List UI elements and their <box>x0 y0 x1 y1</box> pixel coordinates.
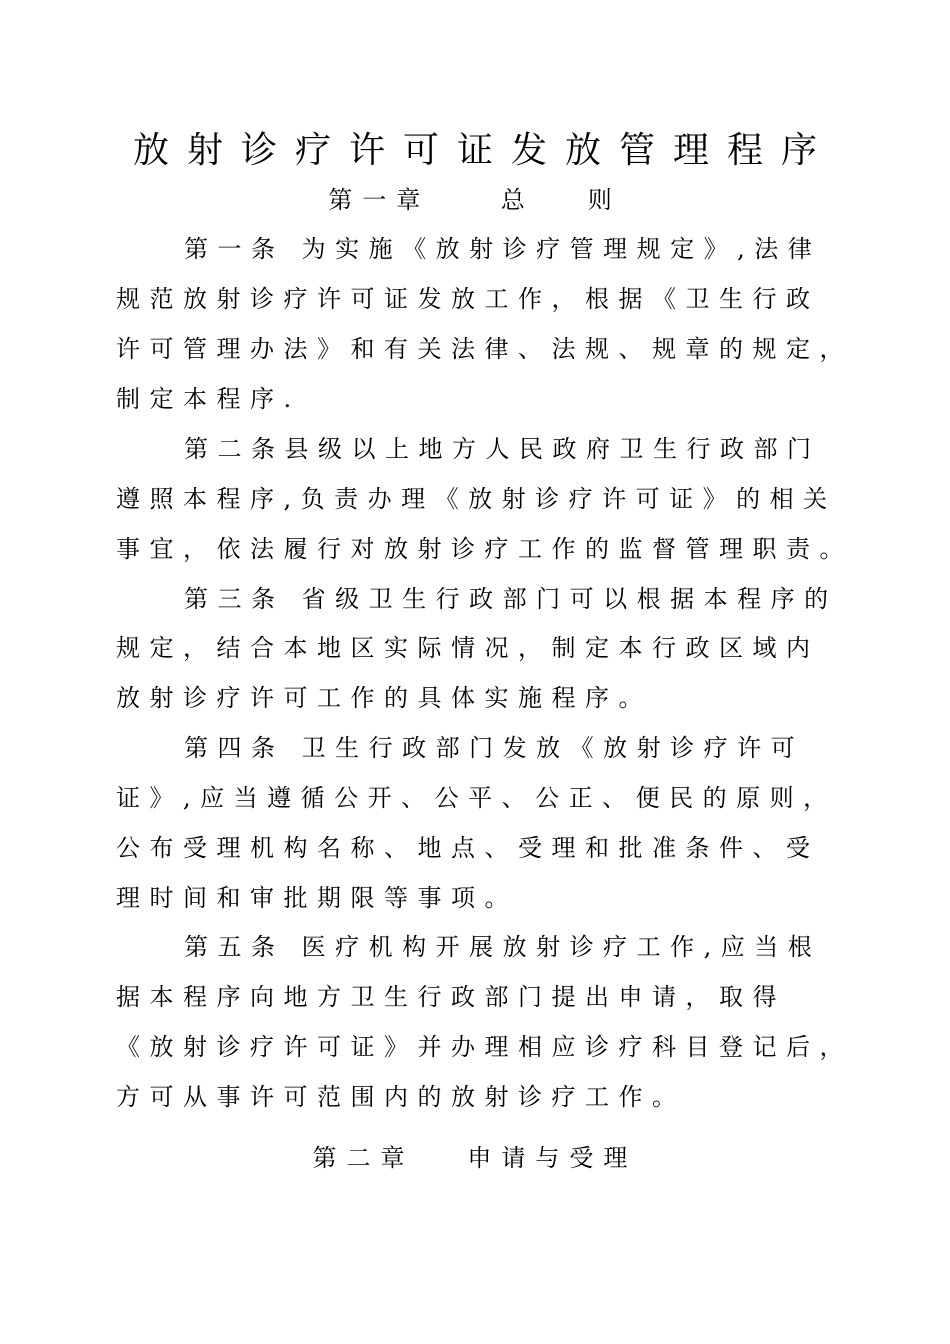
article-four-line-2: 证》,应当遵循公开、公平、公正、便民的原则， <box>116 784 837 812</box>
article-one-line-4: 制定本程序. <box>116 385 301 413</box>
article-five-line-1: 第五条 医疗机构开展放射诊疗工作,应当根 <box>184 933 822 961</box>
article-three-line-3: 放射诊疗许可工作的具体实施程序。 <box>116 684 652 712</box>
article-one-line-2: 规范放射诊疗许可证发放工作，根据《卫生行政 <box>116 285 820 313</box>
article-three-line-1: 第三条 省级卫生行政部门可以根据本程序的 <box>184 585 838 613</box>
article-four-line-1: 第四条 卫生行政部门发放《放射诊疗许可 <box>184 734 805 762</box>
article-five-line-2: 据本程序向地方卫生行政部门提出申请，取得 <box>116 983 786 1011</box>
article-two-line-2: 遵照本程序,负责办理《放射诊疗许可证》的相关 <box>116 485 837 513</box>
article-two-line-1: 第二条县级以上地方人民政府卫生行政部门 <box>184 435 821 463</box>
article-one-line-1: 第一条 为实施《放射诊疗管理规定》,法律 <box>184 235 822 263</box>
article-five-line-4: 方可从事许可范围内的放射诊疗工作。 <box>116 1083 686 1111</box>
chapter-two-heading: 第二章 申请与受理 <box>312 1144 638 1172</box>
chapter-one-heading: 第一章 总 则 <box>328 186 622 214</box>
document-title: 放射诊疗许可证发放管理程序 <box>132 130 835 171</box>
article-five-line-3: 《放射诊疗许可证》并办理相应诊疗科目登记后， <box>116 1033 853 1061</box>
article-four-line-4: 理时间和审批期限等事项。 <box>116 884 518 912</box>
article-four-line-3: 公布受理机构名称、地点、受理和批准条件、受 <box>116 834 820 862</box>
article-one-line-3: 许可管理办法》和有关法律、法规、规章的规定， <box>116 335 853 363</box>
article-three-line-2: 规定，结合本地区实际情况，制定本行政区域内 <box>116 634 820 662</box>
article-two-line-3: 事宜，依法履行对放射诊疗工作的监督管理职责。 <box>116 535 853 563</box>
